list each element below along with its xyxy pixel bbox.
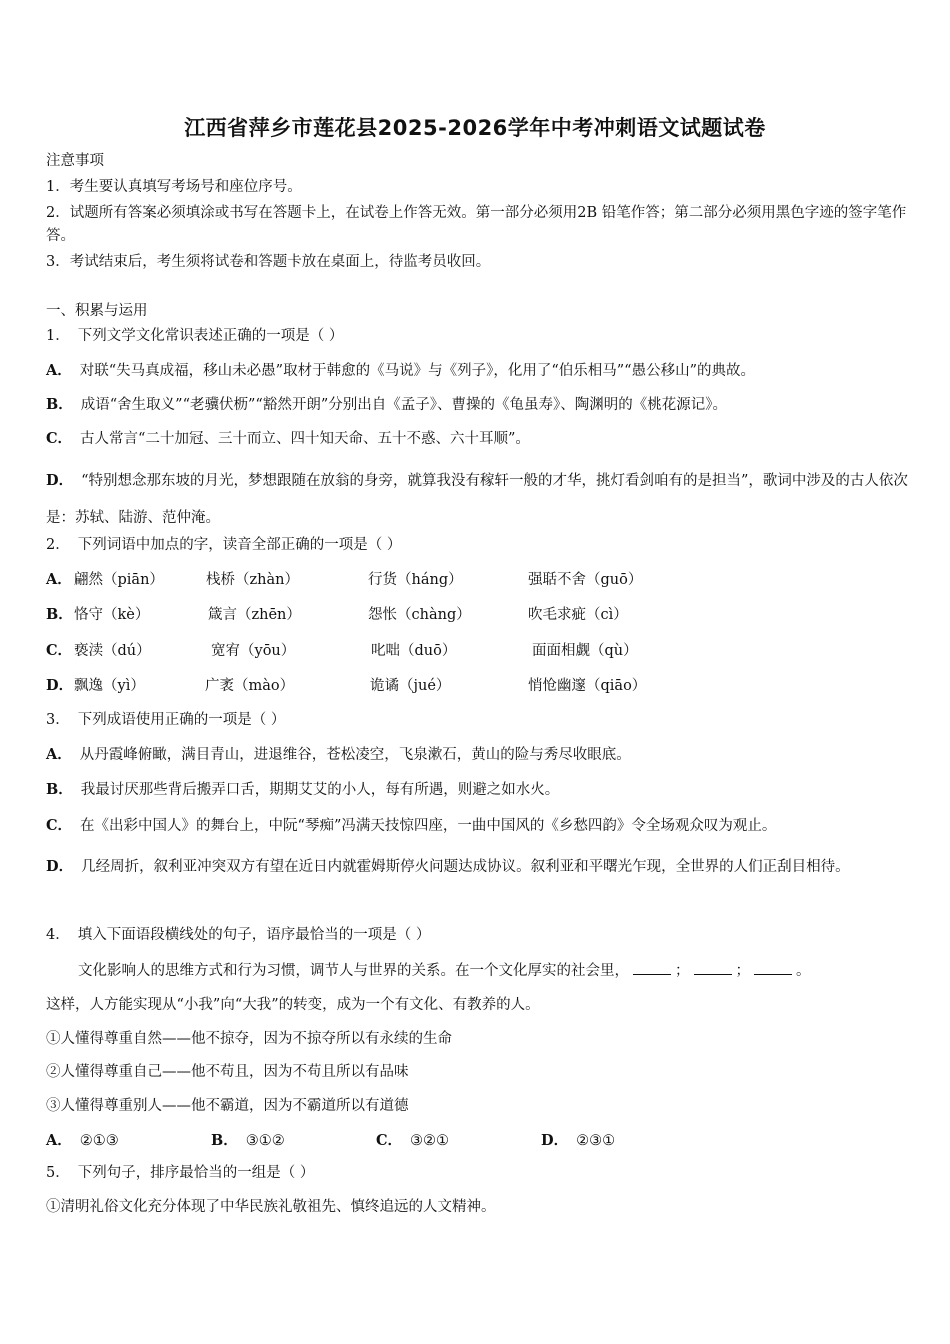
question-text: 填入下面语段横线处的句子，语序最恰当的一项是（ ） (77, 927, 431, 943)
q4-passage: 文化影响人的思维方式和行为习惯，调节人与世界的关系。在一个文化厚实的社会里， ； ； 。 (78, 960, 811, 981)
q2-row-b-label: B． (46, 606, 73, 623)
notice-item: 2．试题所有答案必须填涂或书写在答题卡上，在试卷上作答无效。第一部分必须用2B 铅笔作答；第二部分必须用黑色字迹的签字笔作答。 (46, 205, 907, 244)
section-heading: 一、积累与运用 (46, 303, 148, 319)
option-label: C． (46, 817, 73, 834)
q3-option-d (46, 848, 908, 886)
q4-sentence: ②人懂得尊重自己——他不苟且，因为不苟且所以有品味 (46, 1064, 409, 1080)
question-text: 下列词语中加点的字，读音全部正确的一项是（ ） (77, 537, 402, 553)
q2-item: 强聒不舍（guō） (528, 572, 643, 588)
q4-sentence: ③人懂得尊重别人——他不霸道，因为不霸道所以有道德 (46, 1098, 409, 1114)
option-label: A． (46, 362, 72, 379)
q3-option-b (46, 780, 559, 800)
q2-item: 行货（háng） (368, 572, 463, 588)
q3-option-c (46, 816, 776, 836)
q2-item: 飘逸（yì） (74, 678, 145, 694)
option-label: A． (46, 746, 72, 763)
answer-blank[interactable] (633, 960, 671, 975)
question-number: 2． (46, 537, 70, 553)
q2-item: 翩然（piān） (74, 572, 164, 588)
q5-sentence: ①清明礼俗文化充分体现了中华民族礼敬祖先、慎终追远的人文精神。 (46, 1199, 496, 1215)
question-4-stem (46, 925, 430, 945)
q4-choice-d: D． ②③① (541, 1132, 616, 1149)
q3-option-a (46, 745, 631, 765)
q2-item: 箴言（zhēn） (208, 607, 301, 623)
option-text: 几经周折，叙利亚冲突双方有望在近日内就霍姆斯停火问题达成协议。叙利亚和平曙光乍现，全世界的人们正刮目相待。 (81, 859, 850, 875)
q2-item: 怨怅（chàng） (368, 607, 471, 623)
q4-choice-c: C． ③②① (376, 1132, 450, 1149)
q2-item: 亵渎（dú） (74, 643, 151, 659)
option-label: B． (46, 396, 73, 413)
q4-choice-b: B． ③①② (211, 1132, 285, 1149)
q4-passage-continued: 这样，人方能实现从“小我”向“大我”的转变，成为一个有文化、有教养的人。 (46, 997, 540, 1013)
question-number: 1． (46, 328, 70, 344)
q4-choice-a: A． ②①③ (46, 1132, 119, 1149)
q2-row-c-label: C． (46, 642, 73, 659)
q2-row-a-label: A． (46, 571, 72, 588)
q1-option-b (46, 395, 727, 415)
question-number: 4． (46, 927, 70, 943)
answer-blank[interactable] (694, 960, 732, 975)
notice-item: 1．考生要认真填写考场号和座位序号。 (46, 179, 302, 195)
answer-blank[interactable] (754, 960, 792, 975)
notice-heading: 注意事项 (46, 153, 104, 169)
question-2-stem (46, 535, 401, 555)
q2-item: 栈桥（zhàn） (206, 572, 299, 588)
option-text: 在《出彩中国人》的舞台上，中阮“琴痴”冯满天技惊四座，一曲中国风的《乡愁四韵》令全场观众叹为观止。 (80, 818, 777, 834)
option-text: 古人常言“二十加冠、三十而立、四十知天命、五十不惑、六十耳顺”。 (80, 431, 530, 447)
q2-item: 面面相觑（qù） (532, 643, 638, 659)
question-text: 下列句子，排序最恰当的一组是（ ） (77, 1165, 315, 1181)
question-1-stem (46, 326, 343, 346)
question-number: 5． (46, 1165, 70, 1181)
page-title: 江西省萍乡市莲花县2025-2026学年中考冲刺语文试题试卷 (184, 116, 766, 140)
question-number: 3． (46, 712, 70, 728)
q4-sentence: ①人懂得尊重自然——他不掠夺，因为不掠夺所以有永续的生命 (46, 1031, 452, 1047)
question-text: 下列文学文化常识表述正确的一项是（ ） (77, 328, 344, 344)
q2-item: 宽宥（yōu） (211, 643, 296, 659)
question-text: 下列成语使用正确的一项是（ ） (77, 712, 286, 728)
option-text: 从丹霞峰俯瞰，满目青山，进退维谷，苍松凌空，飞泉漱石，黄山的险与秀尽收眼底。 (79, 747, 631, 763)
q1-option-a (46, 361, 755, 381)
q1-option-d (46, 462, 908, 537)
question-5-stem (46, 1163, 314, 1183)
q1-option-c (46, 429, 530, 449)
option-text: 我最讨厌那些背后搬弄口舌，期期艾艾的小人，每有所遇，则避之如水火。 (80, 782, 560, 798)
q2-item: 叱咄（duō） (371, 643, 457, 659)
option-label: C． (46, 430, 73, 447)
q2-item: 悄怆幽邃（qiāo） (528, 678, 647, 694)
q2-item: 吹毛求疵（cì） (528, 607, 628, 623)
q2-item: 恪守（kè） (74, 607, 150, 623)
q2-item: 广袤（mào） (205, 678, 295, 694)
option-label: B． (46, 781, 73, 798)
option-label: D． (46, 472, 74, 489)
q2-row-d-label: D． (46, 677, 74, 694)
q2-item: 诡谲（jué） (370, 678, 451, 694)
question-3-stem (46, 710, 285, 730)
notice-item: 3．考试结束后，考生须将试卷和答题卡放在桌面上，待监考员收回。 (46, 254, 491, 270)
option-text: “特别想念那东坡的月光，梦想跟随在放翁的身旁，就算我没有稼轩一般的才华，挑灯看剑咱有的是担当”，歌词中涉及的古人依次是：苏轼、陆游、范仲淹。 (46, 473, 908, 526)
option-text: 对联“失马真成福，移山未必愚”取材于韩愈的《马说》与《列子》，化用了“伯乐相马”“愚公移山”的典故。 (79, 363, 755, 379)
option-text: 成语“舍生取义”“老骥伏枥”“豁然开朗”分别出自《孟子》、曹操的《龟虽寿》、陶渊明的《桃花源记》。 (80, 397, 727, 413)
option-label: D． (46, 858, 74, 875)
